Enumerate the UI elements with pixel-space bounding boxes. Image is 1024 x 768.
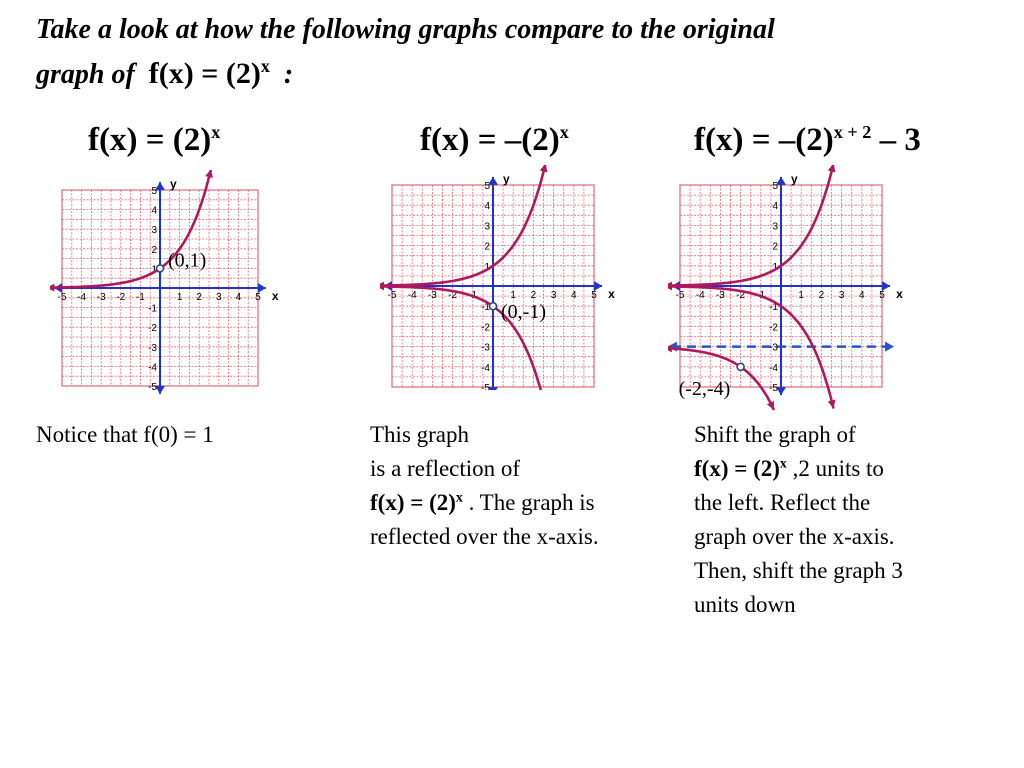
key-point-label: (0,-1): [501, 301, 546, 324]
y-tick-label: -1: [769, 302, 778, 314]
heading-3-tail: – 3: [871, 122, 921, 158]
y-tick-label: -2: [148, 323, 157, 335]
heading-graph-1: [88, 122, 220, 159]
y-axis-name: y: [170, 177, 177, 192]
heading-2-exponent: x: [559, 122, 569, 142]
y-tick-label: 2: [151, 244, 157, 256]
y-tick-label: -5: [148, 382, 157, 393]
x-tick-label: 1: [798, 290, 804, 301]
key-point-marker: [490, 303, 497, 310]
y-tick-label: -2: [769, 322, 778, 334]
y-tick-label: -3: [148, 342, 157, 354]
heading-1-base: f(x) = (2): [88, 122, 212, 158]
note-2-line-4: reflected over the x-axis.: [370, 524, 599, 549]
curve-arrowhead: [668, 345, 672, 353]
x-tick-label: -3: [96, 292, 106, 303]
x-tick-label: -5: [387, 290, 397, 301]
y-tick-label: -4: [481, 362, 490, 374]
y-tick-label: 4: [151, 205, 157, 217]
y-axis-name: y: [791, 171, 798, 186]
y-axis-name: y: [503, 171, 510, 186]
key-point-label: (0,1): [168, 249, 207, 272]
x-axis-name: x: [608, 287, 615, 301]
x-tick-label: -2: [736, 290, 746, 301]
y-tick-label: -1: [148, 303, 157, 315]
y-tick-label: 2: [484, 241, 490, 253]
x-tick-label: -5: [675, 290, 685, 301]
note-graph-1: [36, 418, 336, 452]
x-tick-label: 1: [176, 292, 183, 303]
x-tick-label: 5: [591, 290, 597, 301]
heading-1-exponent: x: [211, 122, 221, 142]
heading-3-exponent: x + 2: [833, 122, 872, 142]
x-axis-name: x: [271, 289, 279, 303]
note-3-line-3: the left. Reflect the: [694, 490, 871, 515]
y-tick-label: 3: [151, 225, 157, 237]
y-tick-label: -5: [481, 383, 490, 390]
x-tick-label: 1: [510, 290, 516, 301]
key-point-marker: [157, 265, 164, 272]
x-tick-label: -5: [57, 292, 67, 303]
intro-function: [149, 57, 270, 90]
heading-3-base: f(x) = –(2): [694, 122, 834, 158]
y-tick-label: 5: [151, 186, 157, 197]
note-3-function-exponent: x: [779, 455, 787, 471]
note-3-line-2-tail: ,2 units to: [786, 456, 884, 481]
intro-line-2-suffix: :: [283, 59, 294, 90]
note-3-line-6: units down: [694, 592, 796, 617]
intro-line-1: Take a look at how the following graphs compare to the original: [36, 14, 775, 45]
x-tick-label: -2: [448, 290, 458, 301]
y-tick-label: 3: [484, 221, 490, 233]
graph-exponential: [50, 170, 280, 395]
x-tick-label: 5: [255, 292, 261, 303]
x-tick-label: -1: [135, 292, 145, 303]
note-2-function-exponent: x: [455, 489, 463, 505]
intro-function-base: f(x) = (2): [148, 57, 261, 90]
x-tick-label: -4: [407, 290, 417, 301]
x-tick-label: -4: [77, 292, 87, 303]
note-2-line-2: is a reflection of: [370, 456, 521, 481]
intro-line-2: [36, 52, 996, 97]
graph-svg: [668, 165, 924, 425]
note-2-line-1: This graph: [370, 422, 470, 447]
y-tick-label: -3: [481, 342, 490, 354]
note-1-text: Notice that f(0) = 1: [36, 422, 214, 447]
y-tick-label: 1: [151, 264, 157, 276]
y-tick-label: -4: [148, 362, 157, 374]
y-tick-label: -1: [481, 302, 490, 314]
note-2-function-base: f(x) = (2): [370, 490, 456, 515]
x-tick-label: 4: [859, 290, 865, 301]
x-tick-label: 3: [550, 290, 557, 301]
x-tick-label: 3: [838, 290, 845, 301]
axes: [54, 182, 266, 394]
heading-2-base: f(x) = –(2): [420, 122, 560, 158]
curve-arrowhead: [540, 165, 548, 172]
key-point-marker: [737, 363, 744, 370]
y-tick-label: 4: [484, 201, 490, 213]
x-tick-label: -1: [756, 290, 766, 301]
note-3-line-1: Shift the graph of: [694, 422, 856, 447]
x-tick-label: 4: [571, 290, 577, 301]
x-tick-label: 4: [235, 292, 242, 303]
note-3-line-4: graph over the x-axis.: [694, 524, 895, 549]
y-tick-label: 5: [772, 181, 778, 192]
x-tick-label: -2: [116, 292, 126, 303]
note-3-line-5: Then, shift the graph 3: [694, 558, 903, 583]
heading-graph-3: [694, 122, 921, 159]
y-tick-label: -3: [769, 342, 778, 354]
intro-function-exponent: x: [260, 56, 270, 76]
x-tick-label: 2: [818, 290, 825, 301]
heading-graph-2: [420, 122, 569, 159]
x-tick-label: 2: [196, 292, 202, 303]
note-graph-2: [370, 418, 670, 554]
x-tick-label: 5: [879, 290, 885, 301]
y-tick-label: 4: [772, 201, 778, 213]
intro-text: [36, 8, 996, 97]
key-point-label: (-2,-4): [678, 377, 731, 400]
y-tick-label: 1: [772, 261, 778, 273]
asymptote-arrow-right: [885, 342, 894, 352]
y-tick-label: 1: [484, 261, 490, 273]
curve-arrowhead: [50, 284, 54, 292]
intro-line-2-prefix: graph of: [36, 59, 135, 90]
x-tick-label: -3: [427, 290, 437, 301]
graph-svg: [50, 170, 280, 395]
x-tick-label: -4: [695, 290, 705, 301]
note-2-line-3-tail: . The graph is: [462, 490, 595, 515]
graph-svg: [380, 165, 616, 390]
x-tick-label: -1: [468, 290, 478, 301]
y-tick-label: -5: [769, 383, 778, 394]
y-tick-label: -4: [769, 362, 778, 374]
note-graph-3: [694, 418, 994, 622]
y-tick-label: 5: [484, 181, 490, 192]
x-tick-label: -3: [715, 290, 725, 301]
graph-shifted-reflection: [668, 165, 924, 425]
note-2-line-3: [370, 486, 670, 520]
y-tick-label: 2: [772, 241, 778, 253]
x-tick-label: 2: [530, 290, 537, 301]
y-tick-label: -2: [481, 322, 490, 334]
curve-arrowhead: [828, 165, 836, 172]
x-axis-name: x: [896, 287, 903, 301]
x-tick-label: 3: [216, 292, 222, 303]
note-3-line-2: [694, 452, 994, 486]
note-3-function-base: f(x) = (2): [694, 456, 780, 481]
graph-reflection: [380, 165, 616, 390]
axes: [672, 177, 890, 395]
y-tick-label: 3: [772, 221, 778, 233]
